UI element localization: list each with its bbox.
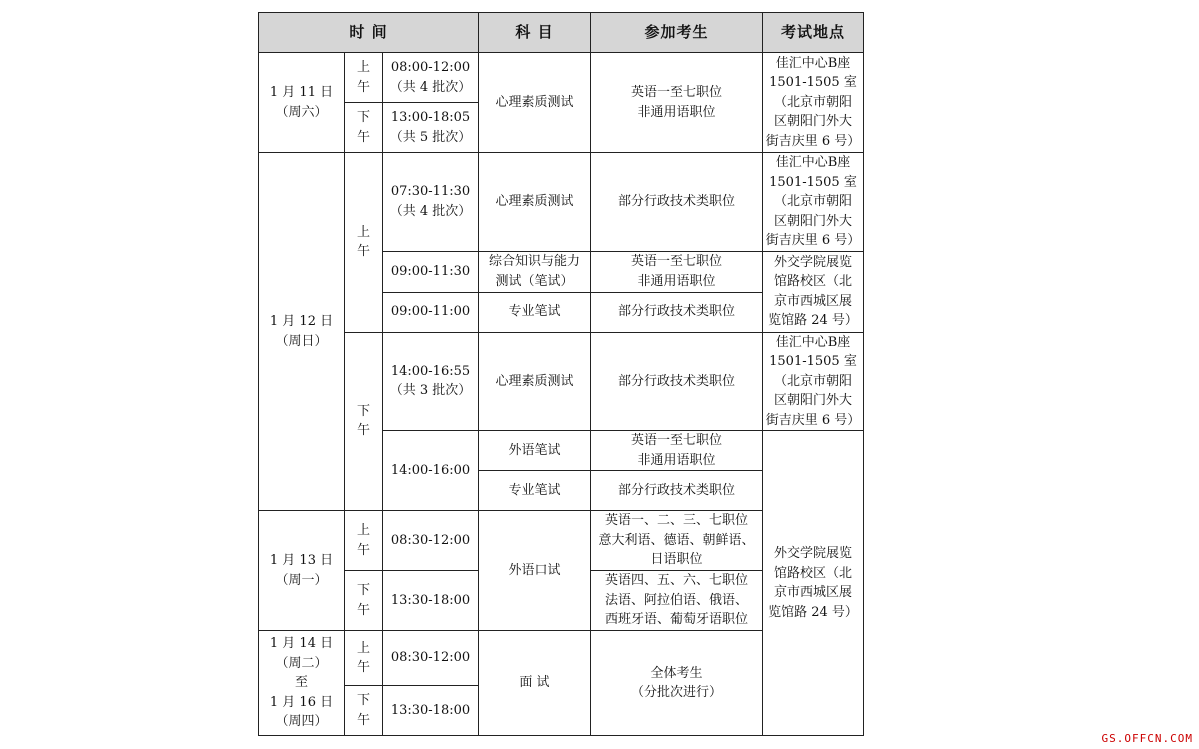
location-cell: 佳汇中心B座 1501-1505 室 （北京市朝阳 区朝阳门外大 街吉庆里 6 号） — [763, 332, 864, 431]
subject-cell: 综合知识与能力 测试（笔试） — [479, 251, 591, 292]
half-day-cell: 下 午 — [345, 332, 383, 511]
date-cell: 1 月 12 日 （周日） — [259, 153, 345, 511]
candidates-cell: 部分行政技术类职位 — [591, 292, 763, 332]
location-cell: 佳汇中心B座 1501-1505 室 （北京市朝阳 区朝阳门外大 街吉庆里 6 号） — [763, 53, 864, 153]
time-cell: 08:30-12:00 — [383, 511, 479, 571]
time-cell: 08:30-12:00 — [383, 631, 479, 686]
half-day-cell: 上 午 — [345, 511, 383, 571]
time-cell: 07:30-11:30 （共 4 批次） — [383, 153, 479, 252]
half-day-cell: 上 午 — [345, 631, 383, 686]
header-candidates: 参加考生 — [591, 13, 763, 53]
half-day-cell: 上 午 — [345, 53, 383, 103]
watermark: GS.OFFCN.COM — [1101, 732, 1193, 745]
half-day-cell: 下 午 — [345, 571, 383, 631]
time-cell: 13:30-18:00 — [383, 686, 479, 736]
date-cell: 1 月 14 日 （周二） 至 1 月 16 日 （周四） — [259, 631, 345, 736]
half-day-cell: 上 午 — [345, 153, 383, 333]
location-cell: 佳汇中心B座 1501-1505 室 （北京市朝阳 区朝阳门外大 街吉庆里 6 号） — [763, 153, 864, 252]
subject-cell: 心理素质测试 — [479, 153, 591, 252]
time-cell: 13:30-18:00 — [383, 571, 479, 631]
candidates-cell: 部分行政技术类职位 — [591, 153, 763, 252]
exam-schedule-table — [258, 12, 864, 736]
time-cell: 08:00-12:00 （共 4 批次） — [383, 53, 479, 103]
location-cell: 外交学院展览 馆路校区（北 京市西城区展 览馆路 24 号） — [763, 431, 864, 736]
candidates-cell: 英语一至七职位 非通用语职位 — [591, 251, 763, 292]
subject-cell: 专业笔试 — [479, 292, 591, 332]
half-day-cell: 下 午 — [345, 103, 383, 153]
subject-cell: 心理素质测试 — [479, 332, 591, 431]
candidates-cell: 英语四、五、六、七职位 法语、阿拉伯语、俄语、 西班牙语、葡萄牙语职位 — [591, 571, 763, 631]
time-cell: 13:00-18:05 （共 5 批次） — [383, 103, 479, 153]
half-day-cell: 下 午 — [345, 686, 383, 736]
date-cell: 1 月 11 日 （周六） — [259, 53, 345, 153]
table-row — [259, 53, 864, 103]
header-location: 考试地点 — [763, 13, 864, 53]
candidates-cell: 英语一至七职位 非通用语职位 — [591, 53, 763, 153]
time-cell: 14:00-16:55 （共 3 批次） — [383, 332, 479, 431]
time-cell: 14:00-16:00 — [383, 431, 479, 511]
candidates-cell: 部分行政技术类职位 — [591, 332, 763, 431]
table-row — [259, 332, 864, 431]
candidates-cell: 英语一、二、三、七职位 意大利语、德语、朝鲜语、 日语职位 — [591, 511, 763, 571]
subject-cell: 外语口试 — [479, 511, 591, 631]
subject-cell: 外语笔试 — [479, 431, 591, 471]
table-header-row — [259, 13, 864, 53]
candidates-cell: 全体考生 （分批次进行） — [591, 631, 763, 736]
date-cell: 1 月 13 日 （周一） — [259, 511, 345, 631]
subject-cell: 面 试 — [479, 631, 591, 736]
header-subject: 科 目 — [479, 13, 591, 53]
candidates-cell: 英语一至七职位 非通用语职位 — [591, 431, 763, 471]
time-cell: 09:00-11:00 — [383, 292, 479, 332]
table-row — [259, 153, 864, 252]
time-cell: 09:00-11:30 — [383, 251, 479, 292]
location-cell: 外交学院展览 馆路校区（北 京市西城区展 览馆路 24 号） — [763, 251, 864, 332]
subject-cell: 心理素质测试 — [479, 53, 591, 153]
candidates-cell: 部分行政技术类职位 — [591, 471, 763, 511]
header-time: 时 间 — [259, 13, 479, 53]
subject-cell: 专业笔试 — [479, 471, 591, 511]
